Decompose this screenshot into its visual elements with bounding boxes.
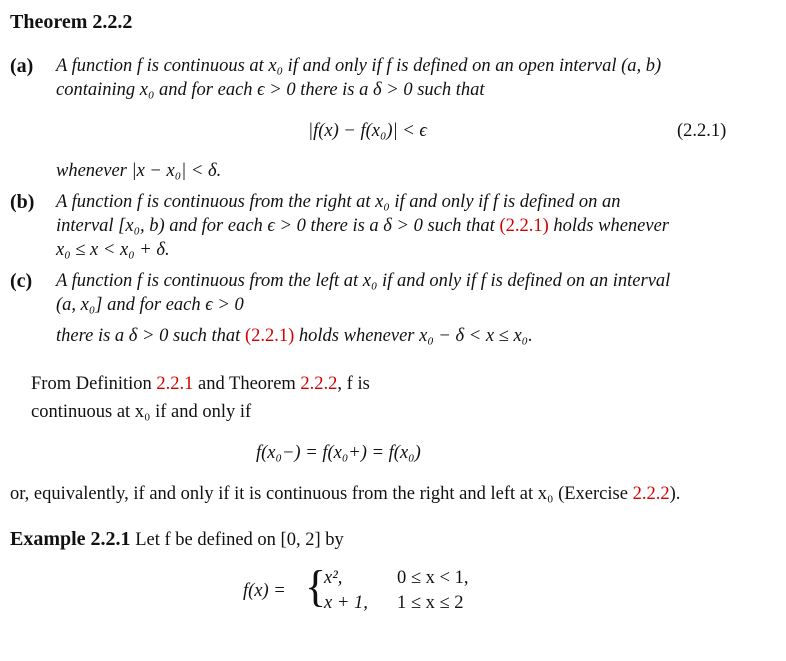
example-title: Example 2.2.1	[10, 528, 131, 550]
exercise-ref-link[interactable]: 2.2.2	[632, 484, 670, 504]
part-c-line1: A function f is continuous from the left at x₀ if and only if f is defined on an interval	[56, 271, 671, 291]
case-2-expression: x + 1,	[324, 593, 368, 613]
theorem-ref-link[interactable]: 2.2.2	[300, 374, 338, 394]
piecewise-lhs: f(x) =	[243, 581, 286, 601]
part-a-line2: containing x₀ and for each ϵ > 0 there is a δ > 0 such that	[56, 80, 485, 100]
theorem-title: Theorem 2.2.2	[10, 11, 133, 33]
definition-ref-link[interactable]: 2.2.1	[156, 374, 194, 394]
part-b-label: (b)	[10, 191, 35, 213]
part-b-line1: A function f is continuous from the right at x₀ if and only if f is defined on an	[56, 192, 621, 212]
equation-ref-link[interactable]: (2.2.1)	[244, 326, 295, 346]
part-a-label: (a)	[10, 55, 34, 77]
paragraph-1-line2: continuous at x₀ if and only if	[31, 402, 252, 422]
display-equation: f(x₀−) = f(x₀+) = f(x₀)	[256, 443, 421, 463]
part-b-line3: x₀ ≤ x < x₀ + δ.	[56, 240, 170, 260]
part-a-line1: A function f is continuous at x₀ if and only if f is defined on an open interval (a, b)	[56, 56, 662, 76]
part-c-line3: there is a δ > 0 such that (2.2.1) holds whenever x₀ − δ < x ≤ x₀.	[56, 326, 533, 346]
case-1-condition: 0 ≤ x < 1,	[397, 568, 469, 588]
part-c-line2: (a, x₀] and for each ϵ > 0	[56, 295, 244, 315]
example-heading: Example 2.2.1 Let f be defined on [0, 2] by	[10, 528, 344, 550]
part-a-line3: whenever |x − x₀| < δ.	[56, 161, 222, 181]
paragraph-1-line1: From Definition 2.2.1 and Theorem 2.2.2, f is	[31, 374, 370, 394]
equation-ref-link[interactable]: (2.2.1)	[499, 216, 549, 236]
equation-main: |f(x) − f(x₀)| < ϵ	[308, 121, 427, 141]
paragraph-2: or, equivalently, if and only if it is continuous from the right and left at x₀ (Exercise 2.2.2).	[10, 484, 681, 504]
equation-number: (2.2.1)	[677, 121, 727, 141]
case-2-condition: 1 ≤ x ≤ 2	[397, 593, 464, 613]
part-b-line2: interval [x₀, b) and for each ϵ > 0 there is a δ > 0 such that (2.2.1) holds whenever	[56, 216, 669, 236]
case-1-expression: x²,	[324, 568, 343, 588]
part-c-label: (c)	[10, 270, 33, 292]
left-brace: {	[305, 562, 327, 611]
